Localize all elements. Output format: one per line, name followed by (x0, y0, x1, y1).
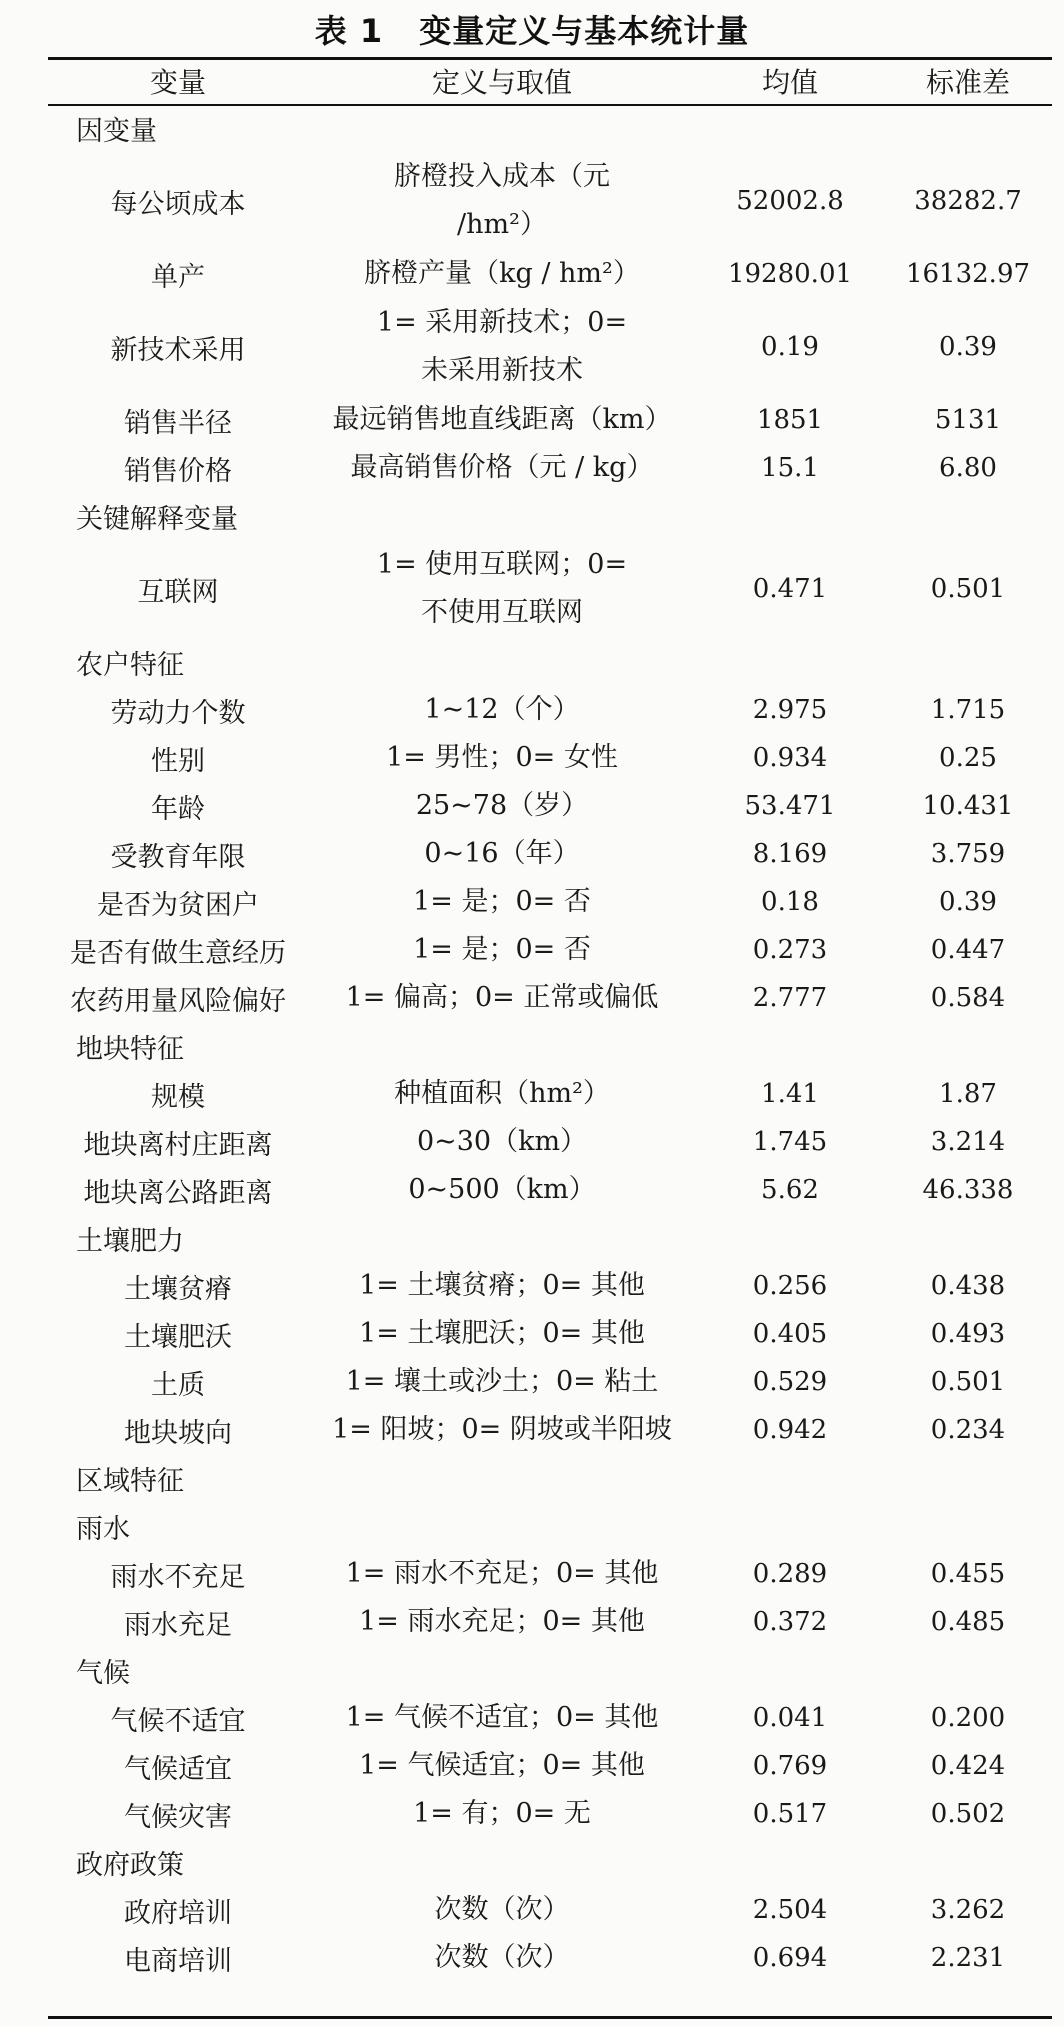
definition-cell (308, 1454, 696, 1502)
section-row (48, 1838, 1052, 1886)
definition-cell: 1= 是；0= 否 (413, 886, 591, 917)
table-row (48, 1118, 1052, 1166)
sd-cell: 0.424 (930, 1751, 1006, 1781)
sd-cell: 46.338 (922, 1175, 1014, 1205)
table-row (48, 1358, 1052, 1406)
mean-cell (696, 1214, 884, 1262)
table-row (48, 298, 1052, 396)
mean-cell: 0.273 (752, 935, 828, 965)
sd-cell: 5131 (934, 405, 1002, 435)
definition-cell (308, 1502, 696, 1550)
variable-cell: 土壤贫瘠 (124, 1273, 232, 1305)
variable-cell: 农户特征 (76, 649, 184, 681)
table-row (48, 1166, 1052, 1214)
sd-cell: 38282.7 (914, 186, 1022, 216)
table-number: 表 1 (314, 12, 384, 50)
sd-cell (884, 1214, 1052, 1262)
table-row (48, 1406, 1052, 1454)
definition-cell: 最高销售价格（元 / kg） (350, 452, 654, 483)
mean-cell: 19280.01 (727, 259, 853, 289)
table-row (48, 686, 1052, 734)
definition-cell: 最远销售地直线距离（km） (332, 404, 672, 435)
header-variable: 变量 (149, 66, 206, 99)
variable-cell: 每公顷成本 (110, 188, 246, 220)
variable-cell: 新技术采用 (110, 334, 246, 366)
variable-cell: 雨水充足 (124, 1609, 232, 1641)
sd-cell (884, 638, 1052, 686)
definition-cell (308, 104, 696, 152)
definition-cell: 1= 气候适宜；0= 其他 (359, 1750, 645, 1781)
definition-cell (308, 1022, 696, 1070)
definition-cell: 1= 土壤肥沃；0= 其他 (359, 1318, 645, 1349)
variable-cell: 雨水 (76, 1513, 130, 1545)
mean-cell: 2.975 (752, 695, 828, 725)
sd-cell: 10.431 (922, 791, 1014, 821)
definition-cell: 种植面积（hm²） (394, 1078, 610, 1109)
variable-cell: 雨水不充足 (110, 1561, 246, 1593)
section-row (48, 1454, 1052, 1502)
definition-cell: 1= 土壤贫瘠；0= 其他 (359, 1270, 645, 1301)
definition-cell: 25~78（岁） (415, 790, 589, 821)
definition-cell: 0~500（km） (408, 1174, 596, 1205)
variable-cell: 政府政策 (76, 1849, 184, 1881)
mean-cell: 0.769 (752, 1751, 828, 1781)
table-row (48, 1310, 1052, 1358)
variable-cell: 气候 (76, 1657, 130, 1689)
definition-cell: 1= 采用新技术；0= 未采用新技术 (376, 307, 628, 386)
mean-cell: 0.372 (752, 1607, 828, 1637)
sd-cell: 0.584 (930, 983, 1006, 1013)
sd-cell (884, 1454, 1052, 1502)
mean-cell (696, 1646, 884, 1694)
variable-cell: 气候不适宜 (110, 1705, 246, 1737)
sd-cell (884, 1838, 1052, 1886)
mean-cell: 0.942 (752, 1415, 828, 1445)
variable-cell: 地块离村庄距离 (83, 1129, 273, 1161)
variable-cell: 政府培训 (124, 1897, 232, 1929)
sd-cell (884, 1646, 1052, 1694)
table-row (48, 734, 1052, 782)
table-row (48, 974, 1052, 1022)
definition-cell: 1~12（个） (424, 694, 580, 725)
definition-cell: 1= 雨水不充足；0= 其他 (345, 1558, 659, 1589)
variable-cell: 单产 (151, 261, 205, 293)
section-row (48, 638, 1052, 686)
definition-cell: 1= 壤土或沙土；0= 粘土 (345, 1366, 659, 1397)
variable-cell: 地块特征 (76, 1033, 184, 1065)
section-row (48, 1022, 1052, 1070)
definition-cell: 1= 气候不适宜；0= 其他 (345, 1702, 659, 1733)
section-row (48, 1502, 1052, 1550)
mean-cell (696, 1838, 884, 1886)
definition-cell: 0~30（km） (416, 1126, 588, 1157)
sd-cell: 0.39 (939, 332, 997, 362)
sd-cell: 0.438 (930, 1271, 1006, 1301)
definition-cell: 1= 偏高；0= 正常或偏低 (345, 982, 659, 1013)
mean-cell: 0.18 (761, 887, 819, 917)
variable-cell: 地块坡向 (124, 1417, 232, 1449)
sd-cell: 0.502 (930, 1799, 1006, 1829)
sd-cell: 1.715 (930, 695, 1006, 725)
sd-cell: 16132.97 (905, 259, 1031, 289)
sd-cell: 0.39 (939, 887, 997, 917)
sd-cell: 3.262 (930, 1895, 1006, 1925)
sd-cell: 0.501 (930, 1367, 1006, 1397)
variable-cell: 销售半径 (124, 407, 232, 439)
sd-cell (884, 1022, 1052, 1070)
mean-cell: 0.694 (752, 1943, 828, 1973)
variable-cell: 是否有做生意经历 (70, 937, 286, 969)
variable-cell: 土壤肥力 (76, 1225, 184, 1257)
definition-cell: 脐橙投入成本（元 /hm²） (394, 161, 610, 240)
definition-cell (308, 1838, 696, 1886)
mean-cell: 2.504 (752, 1895, 828, 1925)
definition-cell (308, 638, 696, 686)
table-row (48, 1742, 1052, 1790)
variable-cell: 地块离公路距离 (83, 1177, 273, 1209)
header-mean: 均值 (761, 66, 818, 99)
table-header (48, 58, 1052, 104)
sd-cell: 3.214 (930, 1127, 1006, 1157)
mean-cell: 52002.8 (736, 186, 844, 216)
mean-cell (696, 1022, 884, 1070)
variable-cell: 性别 (151, 745, 205, 777)
mean-cell (696, 1502, 884, 1550)
table-row (48, 782, 1052, 830)
table-row (48, 250, 1052, 298)
sd-cell: 0.455 (930, 1559, 1006, 1589)
mean-cell (696, 492, 884, 540)
table-row (48, 1262, 1052, 1310)
mean-cell: 1.41 (761, 1079, 819, 1109)
definition-cell: 1= 有；0= 无 (413, 1798, 591, 1829)
table-caption: 变量定义与基本统计量 (419, 12, 750, 50)
bottom-rule (48, 2016, 1052, 2019)
mean-cell: 0.041 (752, 1703, 828, 1733)
variable-cell: 土质 (151, 1369, 205, 1401)
mean-cell: 0.19 (761, 332, 819, 362)
variable-cell: 农药用量风险偏好 (70, 985, 286, 1017)
variable-cell: 销售价格 (124, 455, 232, 487)
definition-cell (308, 492, 696, 540)
sd-cell: 0.501 (930, 574, 1006, 604)
variable-cell: 年龄 (151, 793, 205, 825)
mean-cell: 1851 (756, 405, 824, 435)
table-row (48, 1070, 1052, 1118)
sd-cell: 1.87 (939, 1079, 997, 1109)
definition-cell (308, 1646, 696, 1694)
sd-cell: 0.234 (930, 1415, 1006, 1445)
mean-cell: 8.169 (752, 839, 828, 869)
mean-cell: 53.471 (744, 791, 836, 821)
variable-cell: 关键解释变量 (76, 503, 238, 535)
mean-cell: 0.256 (752, 1271, 828, 1301)
table-row (48, 396, 1052, 444)
variable-cell: 气候灾害 (124, 1801, 232, 1833)
sd-cell: 3.759 (930, 839, 1006, 869)
definition-cell: 脐橙产量（kg / hm²） (364, 258, 640, 289)
definition-cell: 次数（次） (434, 1894, 570, 1925)
mean-cell: 0.471 (752, 574, 828, 604)
variable-cell: 气候适宜 (124, 1753, 232, 1785)
sd-cell: 0.200 (930, 1703, 1006, 1733)
mean-cell (696, 104, 884, 152)
table-body (48, 104, 1052, 1982)
table-row (48, 1790, 1052, 1838)
sd-cell: 2.231 (930, 1943, 1006, 1973)
table-row (48, 444, 1052, 492)
definition-cell: 1= 使用互联网；0= 不使用互联网 (376, 549, 628, 628)
variable-cell: 区域特征 (76, 1465, 184, 1497)
sd-cell (884, 104, 1052, 152)
variable-cell: 互联网 (137, 576, 219, 608)
mean-cell: 15.1 (761, 453, 819, 483)
mean-cell: 1.745 (752, 1127, 828, 1157)
variable-cell: 土壤肥沃 (124, 1321, 232, 1353)
table-row (48, 926, 1052, 974)
mean-cell: 5.62 (761, 1175, 819, 1205)
mean-cell: 0.934 (752, 743, 828, 773)
sd-cell (884, 492, 1052, 540)
definition-cell: 1= 男性；0= 女性 (386, 742, 618, 773)
table-row (48, 1886, 1052, 1934)
mean-cell: 0.517 (752, 1799, 828, 1829)
mean-cell: 0.289 (752, 1559, 828, 1589)
table-row (48, 1550, 1052, 1598)
definition-cell: 1= 阳坡；0= 阴坡或半阳坡 (332, 1414, 672, 1445)
section-row (48, 104, 1052, 152)
table-row (48, 1934, 1052, 1982)
section-row (48, 492, 1052, 540)
mean-cell (696, 638, 884, 686)
sd-cell: 0.447 (930, 935, 1006, 965)
sd-cell: 6.80 (939, 453, 997, 483)
mean-cell: 0.529 (752, 1367, 828, 1397)
variable-cell: 是否为贫困户 (97, 889, 259, 921)
mean-cell (696, 1454, 884, 1502)
statistics-table (48, 58, 1052, 1982)
sd-cell (884, 1502, 1052, 1550)
variable-cell: 电商培训 (124, 1945, 232, 1977)
mean-cell: 0.405 (752, 1319, 828, 1349)
section-row (48, 1646, 1052, 1694)
mean-cell: 2.777 (752, 983, 828, 1013)
variable-cell: 因变量 (76, 115, 157, 147)
sd-cell: 0.493 (930, 1319, 1006, 1349)
header-sd: 标准差 (925, 66, 1010, 99)
table-row (48, 878, 1052, 926)
table-row (48, 540, 1052, 638)
definition-cell: 0~16（年） (424, 838, 580, 869)
table-row (48, 1598, 1052, 1646)
section-row (48, 1214, 1052, 1262)
sd-cell: 0.25 (939, 743, 997, 773)
variable-cell: 受教育年限 (110, 841, 246, 873)
table-row (48, 1694, 1052, 1742)
table-row (48, 152, 1052, 250)
definition-cell: 1= 是；0= 否 (413, 934, 591, 965)
definition-cell: 次数（次） (434, 1942, 570, 1973)
variable-cell: 劳动力个数 (110, 697, 246, 729)
header-definition: 定义与取值 (431, 66, 572, 99)
definition-cell: 1= 雨水充足；0= 其他 (359, 1606, 645, 1637)
definition-cell (308, 1214, 696, 1262)
sd-cell: 0.485 (930, 1607, 1006, 1637)
table-title (0, 6, 1064, 52)
table-row (48, 830, 1052, 878)
variable-cell: 规模 (151, 1081, 205, 1113)
